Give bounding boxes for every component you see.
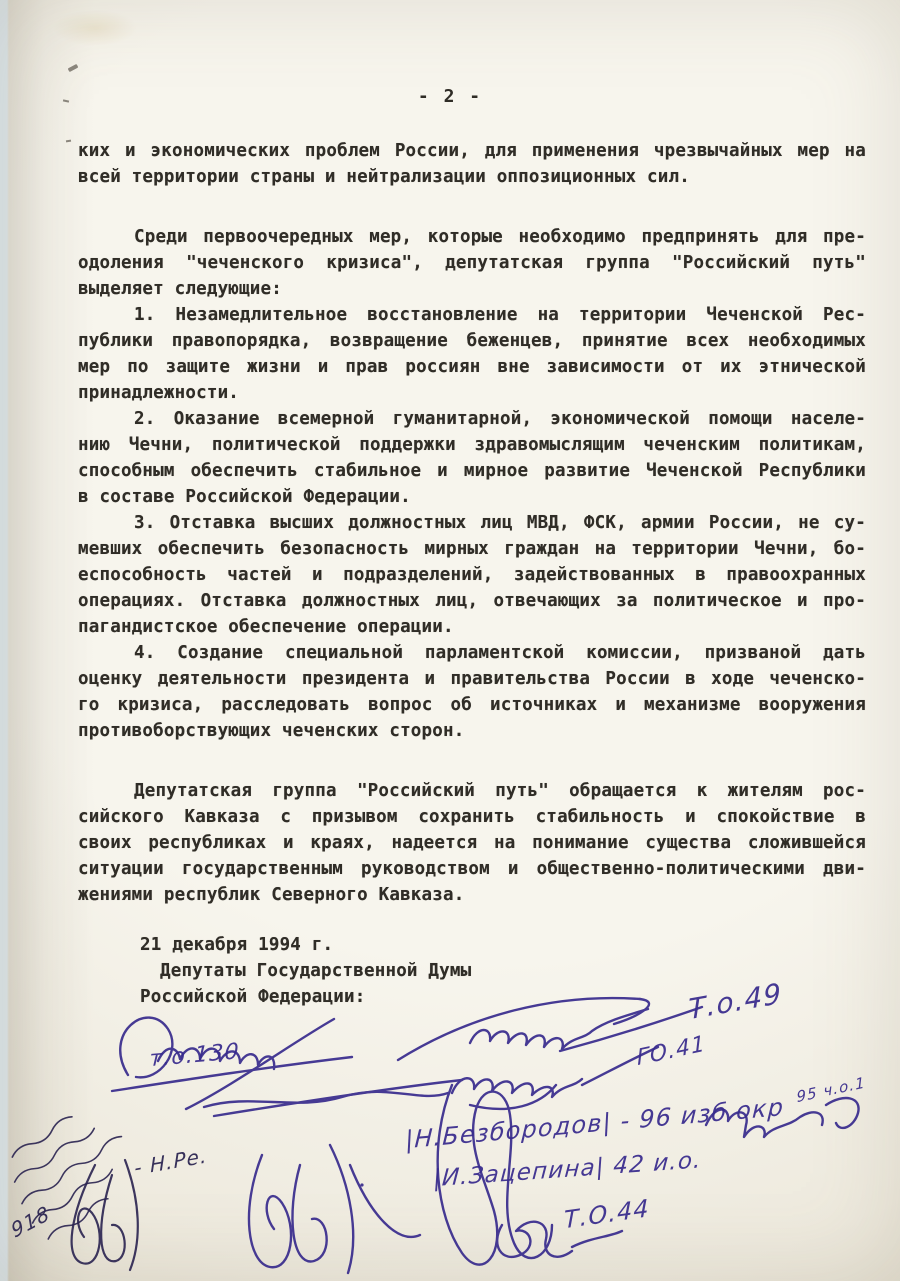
signature-stroke: [470, 1085, 556, 1109]
text-line: Депутатская группа "Российский путь" обращается к жителям рос-: [134, 781, 866, 801]
handwritten-annotation: ГО.41: [636, 1031, 707, 1072]
paragraph: [78, 406, 866, 510]
text-line: способным обеспечить стабильное и мирное развитие Чеченской Республики: [78, 461, 866, 481]
handwritten-annotation: 95 ч.о.1: [796, 1073, 867, 1107]
margin-note-stroke: [20, 1134, 123, 1207]
signature-stroke: [330, 1145, 353, 1273]
handwritten-annotation: т.о.130: [148, 1039, 241, 1073]
margin-note-stroke: [13, 1125, 97, 1184]
paragraph: [78, 302, 866, 406]
signatory-line: Депутаты Государственной Думы: [160, 961, 472, 981]
signature-stroke: [452, 1078, 582, 1097]
text-line: своих республиках и краях, надеется на понимание существа сложившейся: [78, 833, 866, 853]
text-line: операциях. Отставка должностных лиц, отвечающих за политическое и про-: [78, 591, 866, 611]
signature-stroke: [204, 1092, 448, 1107]
text-line: одоления "чеченского кризиса", депутатская группа "Российский путь": [78, 253, 866, 273]
text-line: противоборствующих чеченских сторон.: [78, 721, 465, 741]
date-line: 21 декабря 1994 г.: [140, 935, 334, 955]
handwritten-annotation: |Н.Безбородов| - 96 изб окр: [404, 1092, 785, 1155]
text-line: пагандистское обеспечение операции.: [78, 617, 454, 637]
text-line: ситуации государственным руководством и общественно-политическими дви-: [78, 859, 866, 879]
text-line: Среди первоочередных мер, которые необходимо предпринять для пре-: [134, 227, 866, 247]
paragraph: [78, 640, 866, 744]
ink-dot: [360, 1183, 363, 1186]
page-number: - 2 -: [417, 86, 483, 107]
signature-stroke: [101, 1175, 125, 1261]
signature-stroke: [249, 1155, 291, 1267]
margin-note-stroke: [46, 1196, 110, 1242]
signature-stroke: [186, 1019, 334, 1109]
handwritten-annotation: |И.Зацепина| 42 и.о.: [432, 1147, 703, 1193]
text-line: нию Чечни, политической поддержки здравомыслящим чеченским политикам,: [78, 435, 866, 455]
paragraphs-container: [78, 138, 866, 908]
text-line: публики правопорядка, возвращение беженцев, принятие всех необходимых: [78, 331, 866, 351]
signatory-line: Российской Федерации:: [140, 987, 366, 1007]
text-line: го кризиса, расследовать вопрос об источниках и механизме вооружения: [78, 695, 866, 715]
text-line: ких и экономических проблем России, для применения чрезвычайных мер на: [78, 141, 866, 161]
signature-stroke: [158, 1048, 274, 1069]
signature-stroke: [826, 1098, 859, 1128]
signature-stroke: [72, 1165, 100, 1264]
paragraph: [78, 138, 866, 190]
signature-stroke: [292, 1165, 326, 1261]
signature-stroke: [112, 1057, 352, 1091]
text-line: 4. Создание специальной парламентской комиссии, призваной дать: [134, 643, 866, 663]
scan-speck: [66, 140, 71, 143]
text-line: жениями республик Северного Кавказа.: [78, 885, 465, 905]
text-line: еспособность частей и подразделений, задействованных в правоохранных: [78, 565, 866, 585]
paragraph: [78, 778, 866, 908]
signature-stroke: [497, 1222, 572, 1257]
margin-note-stroke: [10, 1114, 74, 1160]
signature-stroke: [214, 1080, 462, 1116]
handwritten-annotation: Т.О.44: [564, 1193, 650, 1235]
signature-stroke: [125, 1160, 138, 1270]
margin-note-stroke: [31, 1166, 115, 1225]
paragraph: [78, 224, 866, 302]
signatures-overlay: [0, 985, 900, 1281]
text-line: принадлежности.: [78, 383, 240, 403]
text-line: мер по защите жизни и прав россиян вне зависимости от их этнической: [78, 357, 866, 377]
handwritten-annotation: 918: [8, 1200, 54, 1243]
text-line: 1. Незамедлительное восстановление на территории Чеченской Рес-: [134, 305, 866, 325]
date-block: [78, 932, 866, 1010]
text-line: 2. Оказание всемерной гуманитарной, экономической помощи населе-: [134, 409, 866, 429]
handwritten-annotation: Т.о.49: [688, 976, 783, 1027]
text-line: выделяет следующие:: [78, 279, 282, 299]
paragraph: [78, 510, 866, 640]
signature-stroke: [572, 1231, 622, 1247]
signature-stroke: [582, 1047, 658, 1085]
signature-stroke: [470, 1009, 648, 1049]
text-line: сийского Кавказа с призывом сохранить стабильность и спокойствие в: [78, 807, 866, 827]
text-line: всей территории страны и нейтрализации оппозиционных сил.: [78, 167, 690, 187]
signature-stroke: [438, 1085, 552, 1265]
text-line: 3. Отставка высших должностных лиц МВД, ФСК, армии России, не су-: [134, 513, 866, 533]
handwritten-annotation: - Н.Ре.: [134, 1143, 208, 1181]
text-line: в составе Российской Федерации.: [78, 487, 411, 507]
signature-stroke: [350, 1165, 420, 1237]
document-body: [78, 138, 866, 1010]
text-line: мевших обеспечить безопасность мирных граждан на территории Чечни, бо-: [78, 539, 866, 559]
signature-stroke: [120, 1018, 172, 1078]
scan-speck: [68, 64, 79, 72]
signature-stroke: [560, 1007, 702, 1051]
signature-stroke: [706, 1110, 823, 1138]
text-line: оценку деятельности президента и правительства России в ходе чеченско-: [78, 669, 866, 689]
